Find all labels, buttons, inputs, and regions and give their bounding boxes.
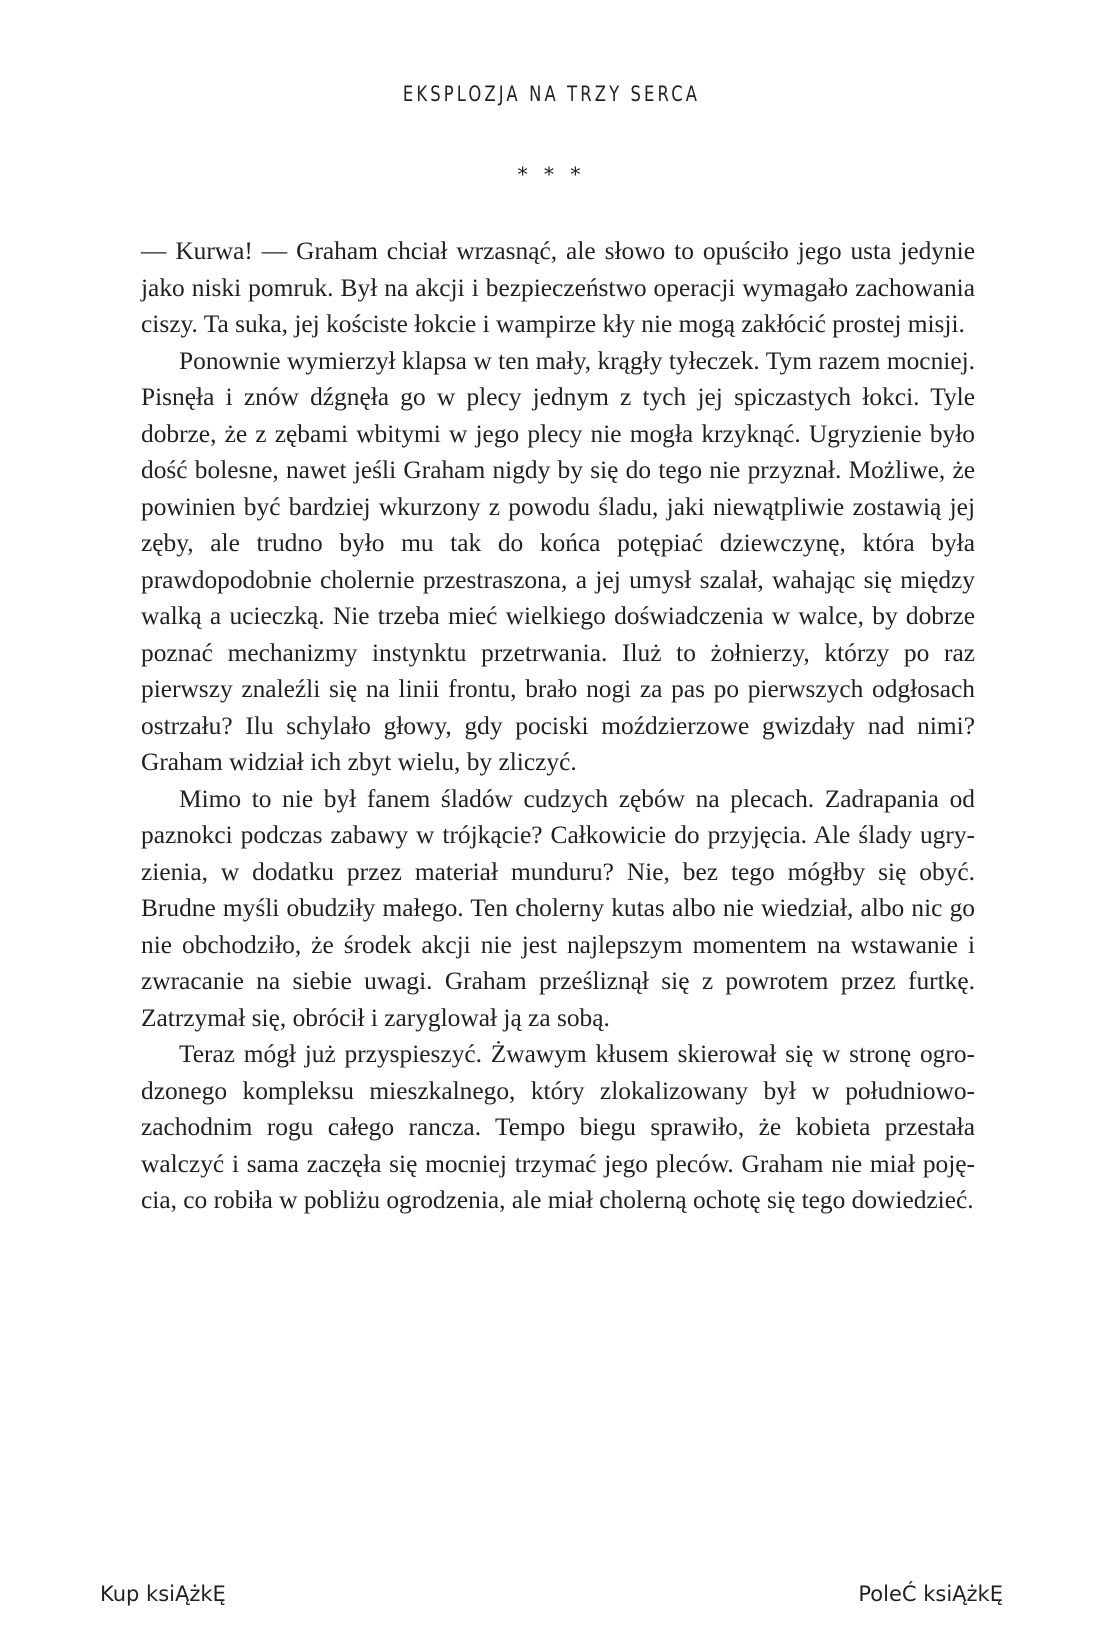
paragraph: Ponownie wymierzył klapsa w ten mały, krągły tyłeczek. Tym razem mocniej. Pisnęła i znów dźgnęła go w plecy jednym z tych jej spiczastych łokci. Tyle dobrze, że z zębami wbitymi w jego plecy nie mogła krzyknąć. Ugryzienie było dość bolesne, nawet jeśli Graham nigdy by się do tego nie przyznał. Możliwe, że powinien być bardziej wkurzony z powodu śladu, jaki niewątpliwie zostawią jej zęby, ale trudno było mu tak do końca potępiać dziewczynę, która była prawdopodobnie cholernie przestraszona, a jej umysł szalał, wahając się między walką a ucieczką. Nie trzeba mieć wielkiego doświadczenia w walce, by dobrze poznać mechanizmy instynktu przetrwania. Iluż to żołnierzy, którzy po raz pierwszy znaleźli się na linii frontu, brało nogi za pas po pierwszych odgłosach ostrzału? Ilu schylało głowy, gdy pociski moździerzowe gwizdały nad nimi? Graham widział ich zbyt wielu, by zliczyć.: [141, 346, 975, 776]
body-text: [141, 233, 975, 1219]
paragraph: Teraz mógł już przyspieszyć. Żwawym kłusem skierował się w stronę ogrodzonego kompleksu mieszkalnego, który zlokalizowany był w południowozachodnim rogu całego rancza. Tempo biegu sprawiło, że kobieta przestała walczyć i sama zaczęła się mocniej trzymać jego pleców. Graham nie miał pojęcia, co robiła w pobliżu ogrodzenia, ale miał cholerną ochotę się tego dowiedzieć.: [141, 1040, 975, 1214]
section-separator: * * *: [517, 162, 586, 186]
paragraph: — Kurwa! — Graham chciał wrzasnąć, ale słowo to opuściło jego usta jedynie jako niski pomruk. Był na akcji i bezpieczeństwo operacji wymagało zachowania ciszy. Ta suka, jej kościste łokcie i wampirze kły nie mogą zakłócić prostej misji.: [141, 237, 975, 338]
paragraph: Mimo to nie był fanem śladów cudzych zębów na plecach. Zadrapania od paznokci podczas zabawy w trójkącie? Całkowicie do przyjęcia. Ale ślady ugryzienia, w dodatku przez materiał munduru? Nie, bez tego mógłby się obyć. Brudne myśli obudziły małego. Ten cholerny kutas albo nie wiedział, albo nic go nie obchodziło, że środek akcji nie jest najlepszym momentem na wstawanie i zwracanie na siebie uwagi. Graham prześliznął się z powrotem przez furtkę. Zatrzymał się, obrócił i zaryglował ją za sobą.: [141, 784, 975, 1032]
running-head: EKSPLOZJA NA TRZY SERCA: [402, 82, 701, 106]
buy-book-link[interactable]: Kup ksiĄżkĘ: [100, 1582, 226, 1606]
recommend-book-link[interactable]: PoleĆ ksiĄżkĘ: [858, 1582, 1003, 1606]
